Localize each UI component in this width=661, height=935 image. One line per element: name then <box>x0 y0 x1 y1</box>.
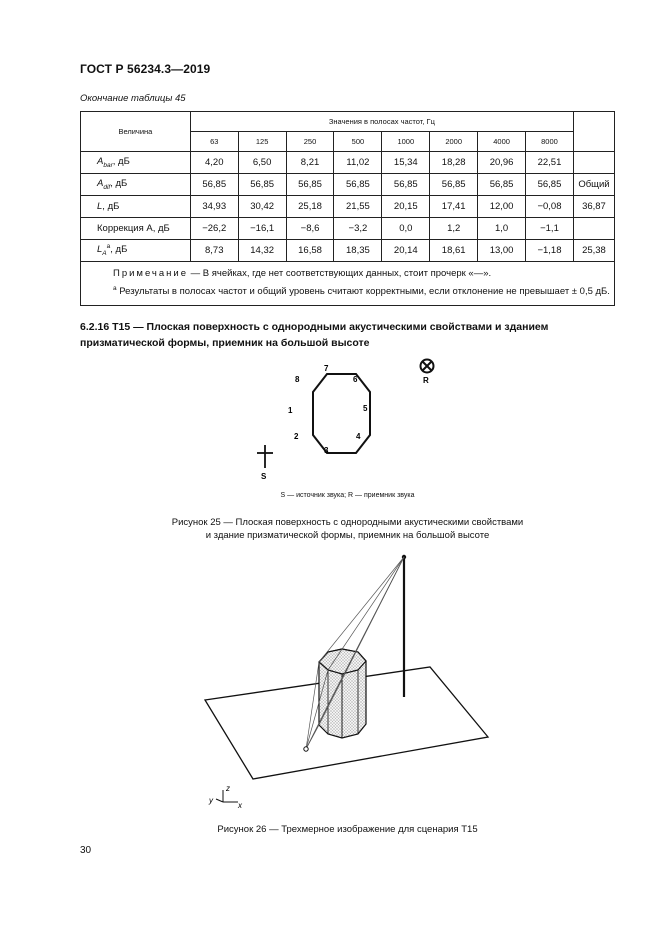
source-label: S <box>261 472 267 481</box>
value-cell: 18,28 <box>430 152 478 174</box>
table-continuation-label: Окончание таблицы 45 <box>80 93 186 104</box>
value-cell: 56,85 <box>526 174 574 196</box>
standard-header: ГОСТ Р 56234.3—2019 <box>80 62 211 76</box>
header-quantity: Величина <box>81 112 191 152</box>
value-cell: 20,15 <box>382 196 430 218</box>
quantity-cell: $A_{dif}$, дБ <box>81 174 191 196</box>
header-frequency: 4000 <box>478 132 526 152</box>
vertex-label: 2 <box>294 432 299 441</box>
value-cell: 20,14 <box>382 240 430 262</box>
value-cell: 8,73 <box>190 240 238 262</box>
value-cell: −3,2 <box>334 218 382 240</box>
quantity-cell: Коррекция А, дБ <box>81 218 191 240</box>
vertex-label: 3 <box>324 446 329 455</box>
total-cell: Общий <box>573 174 614 196</box>
vertex-label: 4 <box>356 432 361 441</box>
building-octagon <box>313 374 370 453</box>
header-frequency: 500 <box>334 132 382 152</box>
table-row <box>81 174 615 196</box>
value-cell: 1,2 <box>430 218 478 240</box>
vertex-label: 5 <box>363 404 368 413</box>
value-cell: 30,42 <box>238 196 286 218</box>
header-frequency: 125 <box>238 132 286 152</box>
value-cell: 34,93 <box>190 196 238 218</box>
figure-25-caption-line: и здание призматической формы, приемник на большой высоте <box>205 530 490 541</box>
value-cell: −1,1 <box>526 218 574 240</box>
figure-25-caption <box>80 516 615 542</box>
value-cell: 4,20 <box>190 152 238 174</box>
value-cell: 6,50 <box>238 152 286 174</box>
value-cell: −16,1 <box>238 218 286 240</box>
value-cell: −1,18 <box>526 240 574 262</box>
value-cell: 20,96 <box>478 152 526 174</box>
total-cell <box>573 218 614 240</box>
figure-25-caption-line: Рисунок 25 — Плоская поверхность с однородными акустическими свойствами <box>171 517 524 528</box>
total-cell: 25,38 <box>573 240 614 262</box>
value-cell: 17,41 <box>430 196 478 218</box>
table-note <box>81 262 615 306</box>
header-total <box>573 112 614 152</box>
figure-26-3d <box>195 545 495 815</box>
quantity-cell: $L_A^a$, дБ <box>81 240 191 262</box>
value-cell: 56,85 <box>382 174 430 196</box>
value-cell: 13,00 <box>478 240 526 262</box>
header-frequency: 63 <box>190 132 238 152</box>
axis-label-y: y <box>209 796 213 805</box>
axis-label-z: z <box>226 784 230 793</box>
header-frequency-group: Значения в полосах частот, Гц <box>190 112 573 132</box>
value-cell: 22,51 <box>526 152 574 174</box>
value-cell: 56,85 <box>478 174 526 196</box>
vertex-label: 7 <box>324 364 329 373</box>
receiver-icon <box>421 360 434 373</box>
header-frequency: 2000 <box>430 132 478 152</box>
section-title: 6.2.16 Т15 — Плоская поверхность с однородными акустическими свойствами и зданием призматической формы, приемник на большой высоте <box>80 321 549 349</box>
table-row <box>81 196 615 218</box>
value-cell: 11,02 <box>334 152 382 174</box>
value-cell: 56,85 <box>334 174 382 196</box>
figure-25-legend: S — источник звука; R — приемник звука <box>280 492 415 499</box>
value-cell: 16,58 <box>286 240 334 262</box>
value-cell: 18,35 <box>334 240 382 262</box>
value-cell: −8,6 <box>286 218 334 240</box>
vertex-label: 6 <box>353 375 358 384</box>
figure-26-caption: Рисунок 26 — Трехмерное изображение для сценария Т15 <box>217 824 478 835</box>
value-cell: 25,18 <box>286 196 334 218</box>
axis-label-x: x <box>238 801 242 810</box>
header-frequency: 8000 <box>526 132 574 152</box>
table-row <box>81 152 615 174</box>
page-number: 30 <box>80 845 92 856</box>
note-text: — В ячейках, где нет соответствующих данных, стоит прочерк «—». <box>188 268 492 279</box>
quantity-cell: $A_{bar}$, дБ <box>81 152 191 174</box>
total-cell: 36,87 <box>573 196 614 218</box>
vertex-label: 8 <box>295 375 300 384</box>
value-cell: 8,21 <box>286 152 334 174</box>
note-label: Примечание <box>113 268 188 279</box>
value-cell: 0,0 <box>382 218 430 240</box>
table-row <box>81 240 615 262</box>
value-cell: −26,2 <box>190 218 238 240</box>
value-cell: 56,85 <box>238 174 286 196</box>
prismatic-building <box>319 649 366 738</box>
value-cell: 15,34 <box>382 152 430 174</box>
total-cell <box>573 152 614 174</box>
source-point <box>304 747 308 751</box>
receiver-label: R <box>423 376 429 385</box>
value-cell: 1,0 <box>478 218 526 240</box>
footnote-mark: a <box>113 285 117 292</box>
figure-25-plan <box>240 355 460 490</box>
value-cell: 56,85 <box>286 174 334 196</box>
value-cell: 56,85 <box>430 174 478 196</box>
quantity-cell: L, дБ <box>81 196 191 218</box>
table-row <box>81 218 615 240</box>
source-icon <box>257 445 273 468</box>
table-45 <box>80 111 615 306</box>
value-cell: 12,00 <box>478 196 526 218</box>
value-cell: 18,61 <box>430 240 478 262</box>
value-cell: 14,32 <box>238 240 286 262</box>
value-cell: 56,85 <box>190 174 238 196</box>
footnote-text: Результаты в полосах частот и общий уровень считают корректными, если отклонение не превышает ± 0,5 дБ. <box>116 286 610 298</box>
header-frequency: 1000 <box>382 132 430 152</box>
value-cell: 21,55 <box>334 196 382 218</box>
header-frequency: 250 <box>286 132 334 152</box>
value-cell: −0,08 <box>526 196 574 218</box>
vertex-label: 1 <box>288 406 293 415</box>
